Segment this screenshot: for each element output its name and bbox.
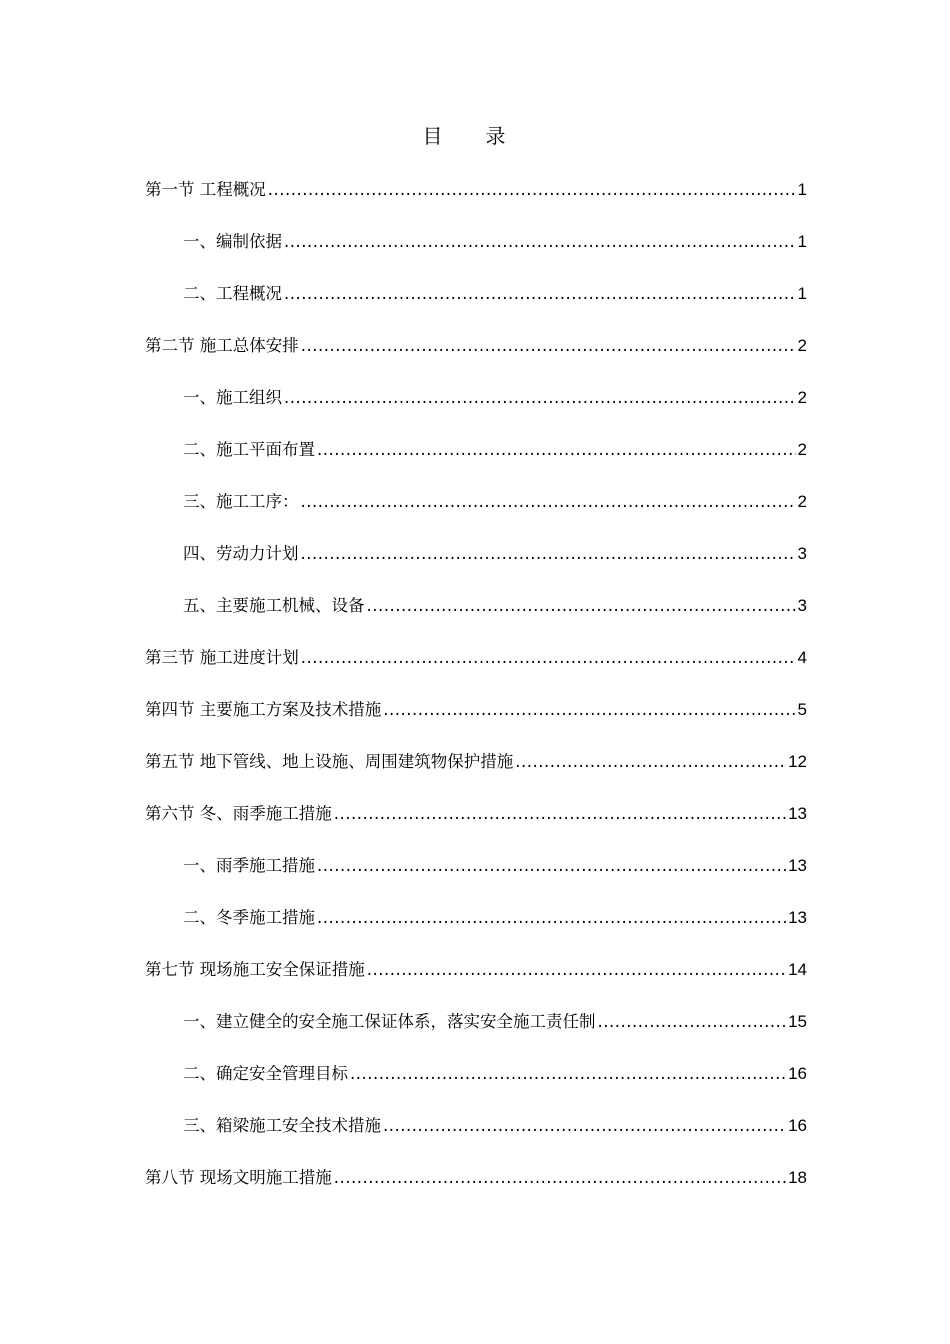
- toc-page-number: 13: [788, 804, 807, 823]
- toc-dot-leader: [383, 1112, 786, 1140]
- toc-entry-text: 五、主要施工机械、设备: [183, 596, 365, 615]
- toc-dot-leader: [301, 644, 796, 672]
- toc-entry-text: 一、施工组织: [183, 388, 282, 407]
- toc-dot-leader: [317, 436, 796, 464]
- toc-page-number: 12: [788, 752, 807, 771]
- toc-section-entry[interactable]: [145, 956, 807, 1008]
- toc-section-entry[interactable]: [145, 748, 807, 800]
- toc-dot-leader: [383, 696, 795, 724]
- toc-dot-leader: [350, 1060, 786, 1088]
- toc-entry-text: 第五节 地下管线、地上设施、周围建筑物保护措施: [145, 752, 514, 771]
- toc-dot-leader: [317, 852, 786, 880]
- toc-subsection-entry[interactable]: [145, 228, 807, 280]
- toc-entry-text: 第七节 现场施工安全保证措施: [145, 960, 365, 979]
- toc-page-number: 13: [788, 908, 807, 927]
- toc-dot-leader: [598, 1008, 787, 1036]
- toc-subsection-entry[interactable]: [145, 436, 807, 488]
- toc-section-entry[interactable]: [145, 800, 807, 852]
- toc-dot-leader: [284, 228, 796, 256]
- toc-section-entry[interactable]: [145, 332, 807, 384]
- toc-subsection-entry[interactable]: [145, 280, 807, 332]
- toc-subsection-entry[interactable]: [145, 904, 807, 956]
- toc-page-number: 3: [797, 596, 807, 615]
- toc-page-number: 5: [797, 700, 807, 719]
- toc-page-number: 16: [788, 1116, 807, 1135]
- toc-page-number: 15: [788, 1012, 807, 1031]
- toc-entry-text: 四、劳动力计划: [183, 544, 299, 563]
- toc-dot-leader: [334, 1164, 786, 1192]
- toc-entry-text: 二、工程概况: [183, 284, 282, 303]
- toc-entry-text: 第六节 冬、雨季施工措施: [145, 804, 332, 823]
- toc-dot-leader: [301, 488, 796, 516]
- toc-list: [145, 176, 807, 1216]
- toc-page-number: 18: [788, 1168, 807, 1187]
- toc-entry-text: 三、施工工序：: [183, 492, 299, 511]
- toc-dot-leader: [367, 956, 786, 984]
- toc-entry-text: 一、雨季施工措施: [183, 856, 315, 875]
- toc-dot-leader: [317, 904, 786, 932]
- toc-dot-leader: [268, 176, 796, 204]
- toc-subsection-entry[interactable]: [145, 1008, 807, 1060]
- toc-page-number: 13: [788, 856, 807, 875]
- toc-subsection-entry[interactable]: [145, 1060, 807, 1112]
- toc-dot-leader: [334, 800, 786, 828]
- toc-page-number: 2: [797, 336, 807, 355]
- toc-subsection-entry[interactable]: [145, 540, 807, 592]
- toc-dot-leader: [301, 540, 796, 568]
- toc-page-number: 14: [788, 960, 807, 979]
- toc-page-number: 16: [788, 1064, 807, 1083]
- toc-dot-leader: [284, 384, 796, 412]
- toc-section-entry[interactable]: [145, 644, 807, 696]
- toc-subsection-entry[interactable]: [145, 592, 807, 644]
- toc-subsection-entry[interactable]: [145, 384, 807, 436]
- toc-entry-text: 二、冬季施工措施: [183, 908, 315, 927]
- toc-section-entry[interactable]: [145, 176, 807, 228]
- toc-page-number: 4: [797, 648, 807, 667]
- toc-page-number: 1: [797, 180, 807, 199]
- toc-entry-text: 第二节 施工总体安排: [145, 336, 299, 355]
- toc-entry-text: 三、箱梁施工安全技术措施: [183, 1116, 381, 1135]
- toc-page-number: 2: [797, 440, 807, 459]
- toc-page-number: 3: [797, 544, 807, 563]
- toc-subsection-entry[interactable]: [145, 852, 807, 904]
- toc-section-entry[interactable]: [145, 696, 807, 748]
- toc-entry-text: 一、建立健全的安全施工保证体系，落实安全施工责任制: [183, 1012, 596, 1031]
- toc-entry-text: 二、施工平面布置: [183, 440, 315, 459]
- toc-page-number: 1: [797, 284, 807, 303]
- toc-entry-text: 第三节 施工进度计划: [145, 648, 299, 667]
- toc-subsection-entry[interactable]: [145, 488, 807, 540]
- toc-dot-leader: [301, 332, 796, 360]
- toc-page-number: 1: [797, 232, 807, 251]
- toc-subsection-entry[interactable]: [145, 1112, 807, 1164]
- toc-page-number: 2: [797, 388, 807, 407]
- toc-dot-leader: [515, 748, 786, 776]
- toc-dot-leader: [284, 280, 796, 308]
- toc-title: 目 录: [422, 124, 528, 148]
- toc-entry-text: 一、编制依据: [183, 232, 282, 251]
- toc-entry-text: 第一节 工程概况: [145, 180, 266, 199]
- toc-dot-leader: [367, 592, 796, 620]
- toc-entry-text: 第四节 主要施工方案及技术措施: [145, 700, 382, 719]
- toc-section-entry[interactable]: [145, 1164, 807, 1216]
- toc-entry-text: 第八节 现场文明施工措施: [145, 1168, 332, 1187]
- toc-page-number: 2: [797, 492, 807, 511]
- toc-entry-text: 二、确定安全管理目标: [183, 1064, 348, 1083]
